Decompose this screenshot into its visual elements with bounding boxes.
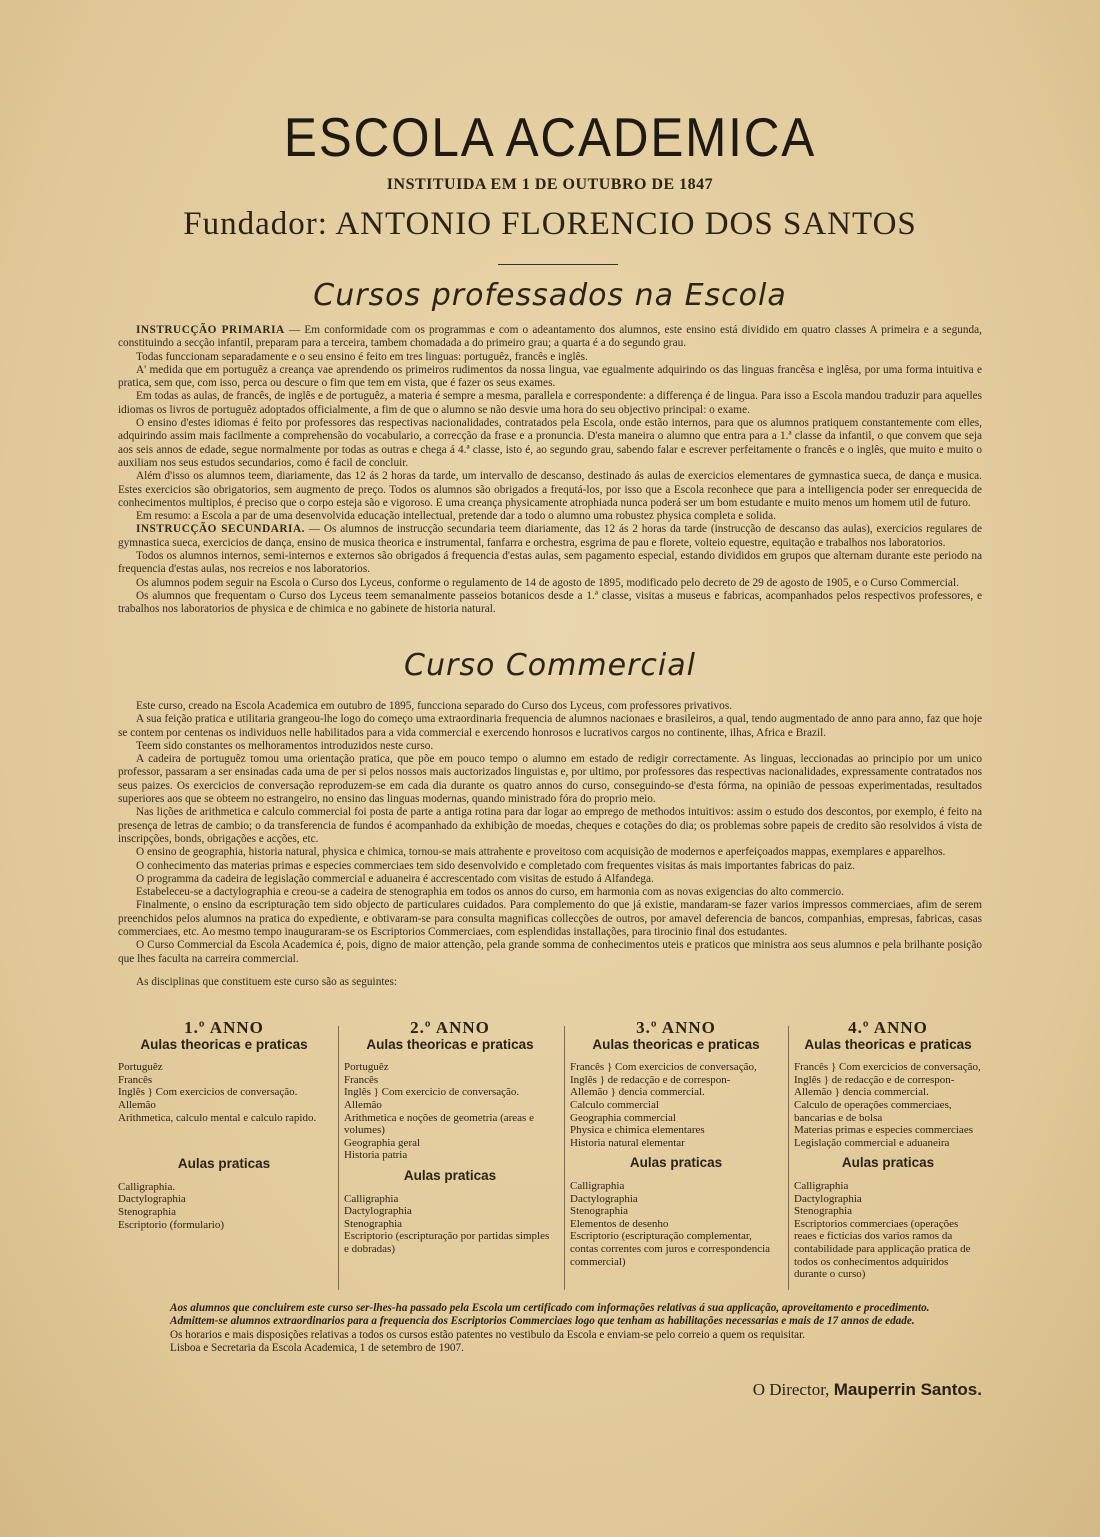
anno-subheading: Aulas praticas (177, 1156, 271, 1172)
paragraph: Estabeleceu-se a dactylographia e creou-se a cadeira de stenographia em todos os annos do curso, em harmonia com as novas exigencias do alto commercio. (136, 886, 844, 899)
paragraph: Em todas as aulas, de francês, de inglês e de portuguêz, a materia é sempre a mesma, parallela e correspondente: a differença é de lingua. Para isso a Escola mandou traduzir para aquelles idiomas os livros de portuguêz adoptados officialmente, a fim de que o alumno se não desvie uma hora do seu objectivo principal: o exame. (118, 390, 982, 416)
list-item: Inglês } Com exercicio de conversação. (344, 1086, 520, 1099)
list-item: Francês (344, 1073, 379, 1086)
list-item: Inglês } de redacção e de correspon- (794, 1073, 955, 1086)
list-item: Inglês } de redacção e de correspon- (570, 1073, 731, 1086)
founder-line: Fundador: ANTONIO FLORENCIO DOS SANTOS (183, 206, 917, 242)
note-text: Admittem-se alumnos extraordinarios para a frequencia dos Escriptorios Commerciaes logo que tenham as habilitações necessarias e mais de 17 annos de edade. (170, 1315, 915, 1328)
list-item: Escriptorio (formulario) (118, 1218, 224, 1231)
paragraph: Todos os alumnos internos, semi-internos e externos são obrigados á frequencia d'estas aulas, sem pagamento especial, estando divididos em grupos que alternam durante este periodo na frequencia d'estas aulas, nos recreios e nos laboratorios. (118, 550, 982, 576)
list-item: Calligraphia. (118, 1180, 176, 1193)
paragraph: Os alumnos que frequentam o Curso dos Lyceus teem semanalmente passeios botanicos desde a 1.ª classe, visitas a museus e fabricas, acompanhados pelos respectivos professores, e trabalhos nos laboratorios de physica e de chimica e no gabinete de historia natural. (118, 589, 982, 616)
director-label: O Director, (752, 1380, 830, 1399)
theory-list (118, 1061, 330, 1124)
list-item: Stenographia (118, 1205, 177, 1218)
anno-title: 1.º ANNO (184, 1018, 264, 1037)
paragraph: O ensino de geographia, historia natural, physica e chimica, tornou-se mais attrahente e proveitoso com acquisição de modernos e aperfeiçoados mappas, exemplares e apparelhos. (136, 846, 946, 859)
paragraph (118, 324, 982, 351)
paragraph: O Curso Commercial da Escola Academica é, pois, digno de maior attenção, pela grande somma de conhecimentos uteis e praticos que ministra aos seus alumnos e pela brilhante posição que lhes faculta na carreira commercial. (118, 939, 982, 965)
section-heading-commercial: Curso Commercial (404, 648, 696, 683)
page-title: ESCOLA ACADEMICA (283, 106, 817, 168)
list-item: Escriptorio (escripturação complementar, contas correntes com juros e correspondencia commercial) (570, 1230, 771, 1268)
anno-column (570, 1018, 782, 1268)
paragraph: O programma da cadeira de legislação commercial e aduaneira é accrescentado com visitas de estudo á Alfandega. (136, 872, 654, 885)
list-item: Stenographia (794, 1205, 853, 1218)
director-name: Mauperrin Santos. (833, 1380, 982, 1399)
anno-subheading: Aulas theoricas e praticas (804, 1036, 972, 1052)
list-item: Calligraphia (344, 1192, 399, 1205)
paragraph: Os alumnos podem seguir na Escola o Curso dos Lyceus, conforme o regulamento de 14 de agosto de 1895, modificado pelo decreto de 29 de agosto de 1905, e o Curso Commercial. (136, 576, 959, 589)
paragraph (118, 523, 982, 550)
note (118, 1315, 982, 1328)
column-divider (788, 1026, 789, 1290)
list-item: Allemão } dencia commercial. (794, 1086, 929, 1099)
practical-list (794, 1180, 982, 1281)
list-item: Stenographia (570, 1205, 629, 1218)
list-item: Arithmetica e noções de geometria (areas e volumes) (344, 1111, 534, 1137)
primaria-label: INSTRUCÇÃO PRIMARIA (136, 324, 285, 336)
list-item: Legislação commercial e aduaneira (794, 1136, 950, 1149)
paragraph: Teem sido constantes os melhoramentos introduzidos neste curso. (136, 739, 434, 752)
list-item: Escriptorios commerciaes (operações reaes e ficticias dos varios ramos da contabilidade para applicação pratica de todos os conhecimentos adquiridos durante o curso) (794, 1217, 971, 1281)
anno-subheading: Aulas theoricas e praticas (366, 1036, 534, 1052)
theory-list (570, 1061, 782, 1149)
theory-list (794, 1061, 982, 1149)
list-item: Francês } Com exercicios de conversação, (794, 1061, 981, 1074)
paragraph: Finalmente, o ensino da escripturação tem sido objecto de particulares cuidados. Para complemento do que já existie, mandaram-se fazer varios impressos commerciaes, afim de serem preenchidos pelos alumnos na pratica do expediente, e obtivaram-se para consulta magnificas collecções de outros, por amavel deferencia de bancos, companhias, empresas, fabricas, casas commerciaes, etc. Ao mesmo tempo inauguraram-se os Escriptorios Commerciaes, com esplendidas installações, para tirocinio final dos estudantes. (118, 899, 982, 939)
list-item: Calligraphia (570, 1179, 625, 1192)
list-item: Francês } Com exercicios de conversação, (570, 1061, 757, 1074)
anno-subheading: Aulas theoricas e praticas (592, 1036, 760, 1052)
list-item: Dactylographia (118, 1193, 186, 1206)
anno-title: 3.º ANNO (636, 1018, 716, 1037)
director-signature (753, 1380, 982, 1400)
list-item: Materias primas e especies commerciaes (794, 1124, 973, 1137)
paragraph: Em resumo: a Escola a par de uma desenvolvida educação intellectual, pretende dar a todo o alumno uma robustez physica completa e solida. (136, 510, 776, 523)
annos-columns (118, 1018, 982, 1292)
practical-list (344, 1193, 556, 1256)
list-item: Escriptorio (escripturação por partidas simples e dobradas) (344, 1230, 550, 1255)
list-item: Inglês } Com exercicios de conversação. (118, 1086, 298, 1099)
list-item: Geographia commercial (570, 1111, 676, 1124)
cursos-text (118, 324, 982, 617)
divider (498, 264, 618, 265)
paragraph: Este curso, creado na Escola Academica em outubro de 1895, funcciona separado do Curso dos Lyceus, com professores privativos. (136, 700, 733, 712)
note: Os horarios e mais disposições relativas a todos os cursos estão patentes no vestibulo da Escola e enviam-se pelo correio a quem os requisitar. (170, 1328, 806, 1341)
anno-subheading: Aulas praticas (841, 1155, 935, 1171)
section-heading-cursos: Cursos professados na Escola (313, 278, 787, 313)
anno-column (118, 1018, 330, 1231)
commercial-text (118, 700, 982, 989)
list-item: Elementos de desenho (570, 1217, 669, 1230)
list-item: Historia patria (344, 1149, 408, 1162)
list-item: Allemão } dencia commercial. (570, 1086, 705, 1099)
anno-column (794, 1018, 982, 1281)
list-item: Allemão (344, 1098, 382, 1111)
theory-list (344, 1061, 556, 1162)
closing-notes (118, 1302, 982, 1355)
list-item: Calculo de operações commerciaes, bancarias e de bolsa (794, 1098, 952, 1124)
anno-subheading: Aulas praticas (629, 1155, 723, 1171)
list-item: Calligraphia (794, 1179, 849, 1192)
list-item: Historia natural elementar (570, 1136, 685, 1149)
paragraph-text: — Em conformidade com os programmas e com o adeantamento dos alumnos, este ensino está dividido em quatro classes A primeira e a segunda, constituindo a secção infantil, preparam para a terceira, tambem chomadada a do primeiro grau; a quarta é a do segundo grau. (118, 324, 983, 350)
anno-subheading: Aulas praticas (403, 1167, 497, 1183)
paragraph: Além d'isso os alumnos teem, diariamente, das 12 ás 2 horas da tarde, um intervallo de descanso, destinado ás aulas de exercicios elementares de gymnastica sueca, de dança e musica. Estes exercicios são obrigatorios, sem augmento de preço. Todos os alumnos são obrigados a frequtá-los, por isso que a Escola reconhece que para a intelligencia poder ser enrequecida de conhecimentos multiplos, é preciso que o corpo esteja são e vigoroso. E uma creança physicamente atrophiada nunca poderá ser um bom estudante e muito menos um homem util de futuro. (118, 470, 982, 509)
paragraph: A cadeira de portuguêz tomou uma orientação pratica, que põe em pouco tempo o alumno em estado de redigir correctamente. As linguas, leccionadas ao principio por um unico professor, passaram a ser ensinadas cada uma de per si pelos nossos mais auctorizados linguistas e, por ultimo, por professores das respectivas nacionalidades, expressamente contratados nos seus paizes. Os exercicios de conversação reproduzem-se em cada dia durante os quatro annos do curso, conseguindo-se d'esta fórma, na opinião de pessoas experimentadas, resultados superiores aos que se obteem no estrangeiro, no ensino das linguas modernas, quando ministrado fóra do proprio meio. (118, 753, 982, 806)
list-item: Geographia geral (344, 1136, 421, 1149)
anno-subheading: Aulas theoricas e praticas (140, 1036, 308, 1052)
list-item: Dactylographia (344, 1205, 412, 1218)
list-item: Portuguêz (118, 1061, 163, 1074)
column-divider (564, 1026, 565, 1290)
list-item: Physica e chimica elementares (570, 1124, 705, 1137)
list-item: Portuguêz (344, 1061, 389, 1074)
secundaria-label: INSTRUCÇÃO SECUNDARIA. (136, 523, 305, 536)
paragraph-text: — Os alumnos de instrucção secundaria teem diariamente, das 12 ás 2 horas da tarde (instrucção de descanso das aulas), exercicios regulares de gymnastica sueca, exercicios de dança, ensino de musica theorica e instrumental, fanfarra e orchestra, esgrima de pau e florete, volteio equestre, equitação e trabalhos nos laboratorios. (118, 523, 982, 549)
paragraph: O conhecimento das materias primas e especies commerciaes tem sido desenvolvido e completado com frequentes visitas ás mais importantes fabricas do paiz. (136, 859, 856, 872)
list-item: Francês (118, 1073, 153, 1086)
note: Lisboa e Secretaria da Escola Academica, 1 de setembro de 1907. (170, 1341, 464, 1354)
column-divider (338, 1026, 339, 1290)
practical-list (118, 1181, 330, 1231)
anno-title: 2.º ANNO (410, 1018, 490, 1037)
anno-column (344, 1018, 556, 1256)
practical-list (570, 1180, 782, 1268)
list-item: Dactylographia (570, 1192, 638, 1205)
list-item: Arithmetica, calculo mental e calculo rapido. (118, 1111, 317, 1124)
list-item: Stenographia (344, 1217, 403, 1230)
list-item: Allemão (118, 1098, 156, 1111)
paragraph: A' medida que em portuguêz a creança vae aprendendo os primeiros rudimentos da nossa lingua, vae egualmente adquirindo os das linguas francêsa e inglêsa, por uma forma intuitiva e pratica, sem que, com isso, perca ou descure o fim que tem em vista, que é fazer os seus exames. (118, 363, 982, 390)
paragraph: Todas funccionam separadamente e o seu ensino é feito em tres linguas: portuguêz, francês e inglês. (136, 350, 588, 363)
paragraph: Nas lições de arithmetica e calculo commercial foi posta de parte a antiga rotina para dar logar ao emprego de methodos intuitivos: assim o estudo dos descontos, por exemplo, é feito na presença de letras de cambio; o da transferencia de fundos é acompanhado da exhibição de moedas, cheques e cotações do dia; os problemas sobre papeis de credito são resolvidos á vista de inscripções, bonds, obrigações e acções, etc. (118, 806, 982, 845)
paragraph: A sua feição pratica e utilitaria grangeou-lhe logo do começo uma extraordinaria frequencia de alumnos nacionaes e brasileiros, a qual, tendo augmentado de anno para anno, faz que hoje se contem por centenas os individuos nelle habilitados para a vida commercial e exercendo honrosos e lucrativos cargos no continente, ilhas, Africa e Brazil. (118, 713, 982, 739)
paragraph: As disciplinas que constituem este curso são as seguintes: (136, 975, 398, 988)
founding-date: INSTITUIDA EM 1 DE OUTUBRO DE 1847 (386, 176, 714, 193)
note-text: Aos alumnos que concluirem este curso ser-lhes-ha passado pela Escola um certificado com informações relativas á sua applicação, aproveitamento e procedimento. (170, 1302, 930, 1314)
paragraph: O ensino d'estes idiomas é feito por professores das respectivas nacionalidades, contratados pela Escola, onde estão internos, para que os alumnos pratiquem constantemente com elles, adquirindo assim mais facilmente a comprehensão do vocabulario, a correcção da frase e a pronuncia. D'esta maneira o alumno que entra para a 1.ª classe da infantil, o que convem que seja aos seis annos de edade, segue normalmente por todas as outras e chega á 4.ª classe, isto é, ao segundo grau, sabendo falar e escrever perfeitamente o francês e o inglês, que muito e muito o auxiliam nos seus estudos secundarios, como é facil de concluir. (118, 417, 982, 469)
note (118, 1302, 982, 1315)
list-item: Dactylographia (794, 1192, 862, 1205)
anno-title: 4.º ANNO (848, 1018, 928, 1037)
list-item: Calculo commercial (570, 1098, 659, 1111)
